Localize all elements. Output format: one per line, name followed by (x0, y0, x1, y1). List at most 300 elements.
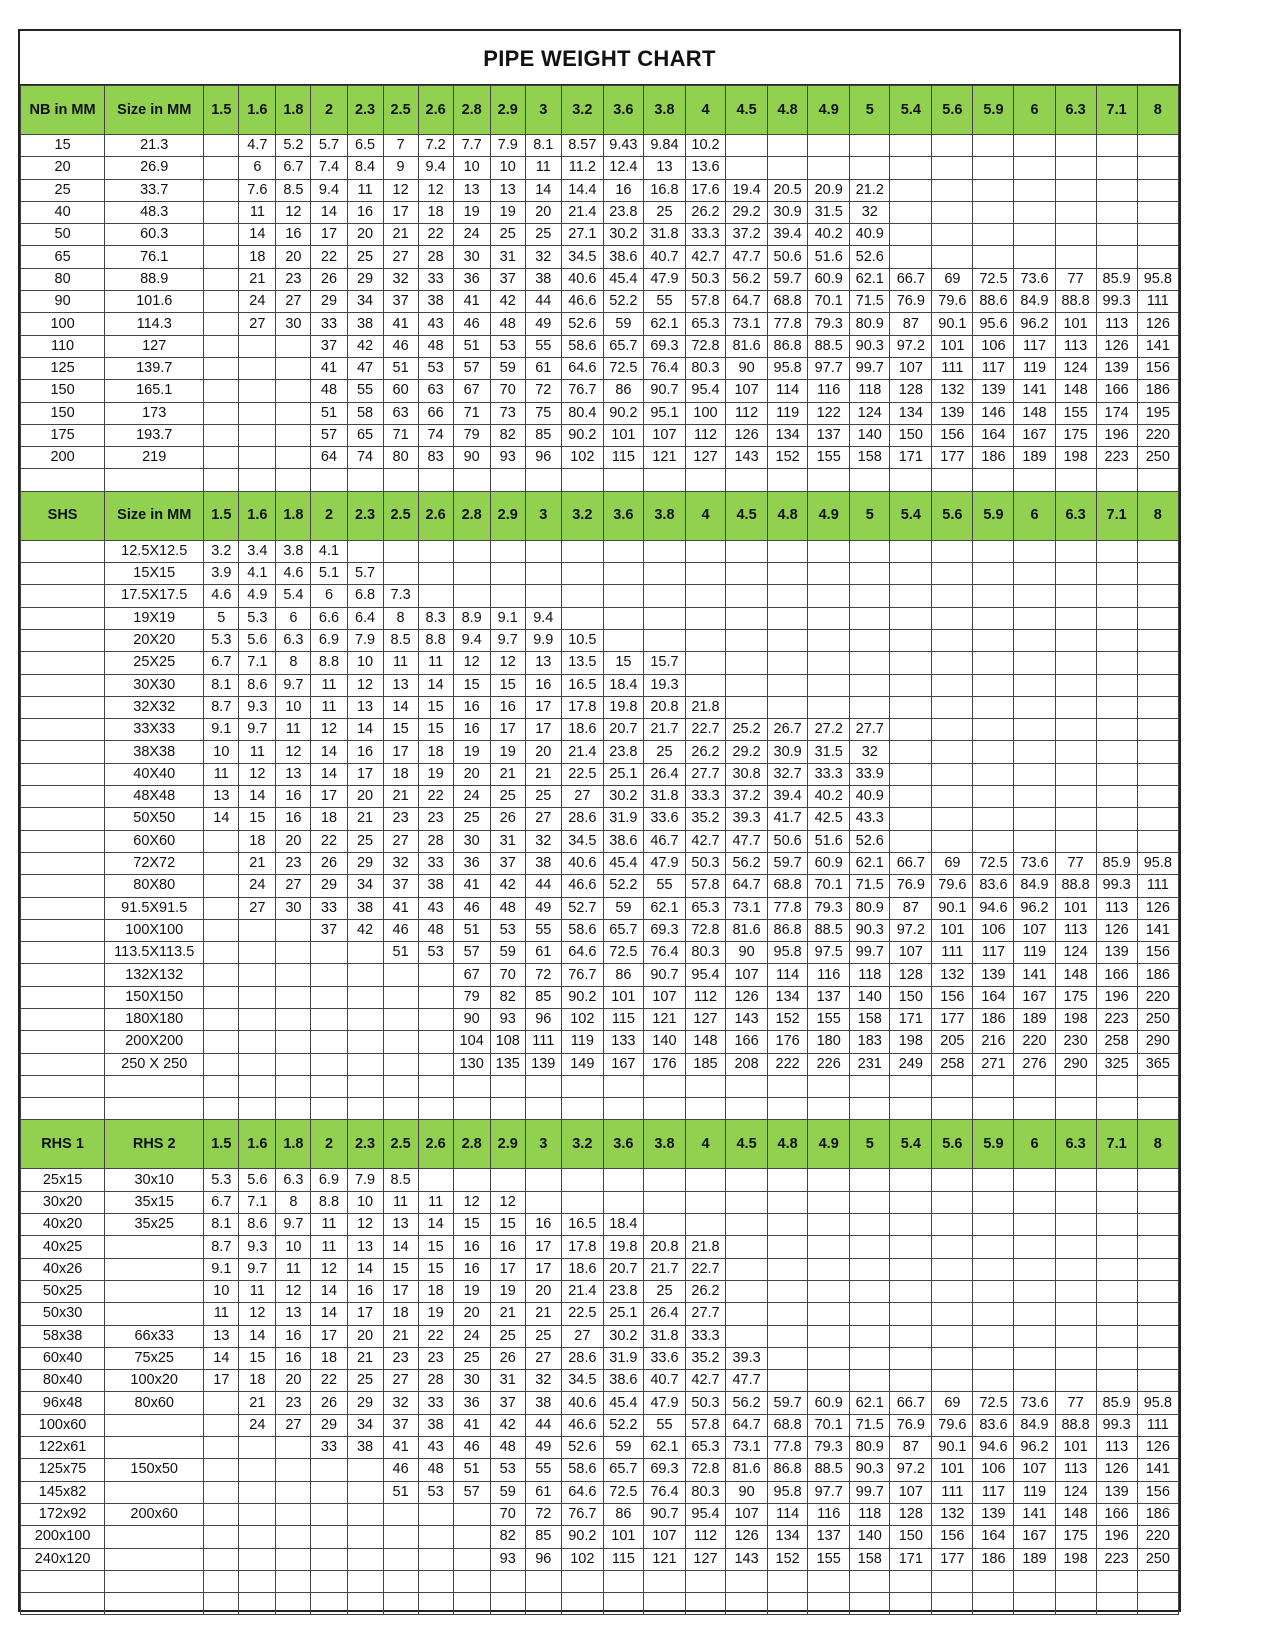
table-row (21, 629, 1179, 651)
weight-cell: 17.8 (561, 696, 603, 718)
thickness-header-cell: 4.9 (808, 491, 850, 540)
empty-cell (561, 1098, 603, 1120)
weight-cell (726, 1236, 768, 1258)
weight-cell: 198 (1055, 447, 1096, 469)
weight-cell: 164 (973, 424, 1014, 446)
weight-cell: 18 (418, 1280, 453, 1302)
weight-cell: 226 (808, 1053, 850, 1075)
weight-cell (808, 1258, 850, 1280)
size-cell: 219 (105, 447, 204, 469)
weight-cell: 365 (1137, 1053, 1178, 1075)
size-cell: 30X30 (105, 674, 204, 696)
size-cell (105, 1414, 204, 1436)
thickness-header-cell: 4.5 (726, 491, 768, 540)
size-cell: 101.6 (105, 291, 204, 313)
weight-cell: 65.7 (603, 335, 643, 357)
weight-cell: 50.3 (685, 1392, 725, 1414)
weight-cell: 48 (418, 919, 453, 941)
weight-cell: 16 (490, 1236, 525, 1258)
weight-cell: 8.8 (311, 652, 347, 674)
weight-cell: 25 (347, 830, 383, 852)
weight-cell: 42.5 (808, 808, 850, 830)
empty-cell (973, 1570, 1014, 1592)
weight-cell: 220 (1137, 1526, 1178, 1548)
weight-cell (204, 1008, 239, 1030)
weight-cell (1055, 1347, 1096, 1369)
weight-cell: 12 (347, 1214, 383, 1236)
weight-cell (204, 447, 239, 469)
weight-cell: 19 (418, 763, 453, 785)
size-cell: 132X132 (105, 964, 204, 986)
weight-cell: 14 (347, 1258, 383, 1280)
weight-cell: 8 (276, 652, 311, 674)
thickness-header-cell: 3 (525, 86, 561, 135)
weight-cell: 12 (490, 652, 525, 674)
empty-cell (1096, 1075, 1137, 1097)
weight-cell: 14 (347, 719, 383, 741)
weight-cell: 6 (276, 607, 311, 629)
empty-cell (561, 469, 603, 491)
weight-cell (973, 563, 1014, 585)
weight-cell: 69.3 (643, 919, 685, 941)
weight-cell: 24 (239, 1414, 276, 1436)
weight-cell: 38.6 (603, 830, 643, 852)
weight-cell: 46 (453, 313, 490, 335)
weight-cell: 44 (525, 291, 561, 313)
weight-cell: 124 (1055, 357, 1096, 379)
weight-cell: 134 (768, 424, 808, 446)
weight-cell: 72.5 (973, 852, 1014, 874)
empty-cell (276, 1570, 311, 1592)
table-row (21, 246, 1179, 268)
weight-cell: 77.8 (768, 897, 808, 919)
table-row (21, 1008, 1179, 1030)
weight-cell: 12 (418, 179, 453, 201)
weight-cell: 95.8 (768, 942, 808, 964)
weight-cell (850, 1370, 890, 1392)
empty-cell (768, 1098, 808, 1120)
empty-cell (1014, 469, 1055, 491)
weight-cell: 12 (239, 763, 276, 785)
weight-cell: 175 (1055, 986, 1096, 1008)
weight-cell (276, 1503, 311, 1525)
weight-cell: 8.8 (311, 1191, 347, 1213)
header-cell: SHS (21, 491, 105, 540)
weight-cell (204, 157, 239, 179)
weight-cell (890, 179, 932, 201)
empty-cell (1137, 1098, 1178, 1120)
weight-cell: 80 (383, 447, 418, 469)
size-cell: 72X72 (105, 852, 204, 874)
weight-cell: 22 (311, 1370, 347, 1392)
weight-cell: 87 (890, 1437, 932, 1459)
weight-cell: 14 (239, 224, 276, 246)
thickness-header-cell: 3.6 (603, 491, 643, 540)
weight-cell (561, 563, 603, 585)
weight-cell (808, 652, 850, 674)
empty-cell (850, 1098, 890, 1120)
weight-cell: 96 (525, 1548, 561, 1570)
empty-cell (850, 1593, 890, 1615)
weight-cell: 25 (453, 808, 490, 830)
weight-cell (1055, 540, 1096, 562)
size-cell: 122x61 (21, 1437, 105, 1459)
weight-cell: 3.8 (276, 540, 311, 562)
weight-cell: 14 (418, 674, 453, 696)
weight-cell: 25 (643, 201, 685, 223)
weight-cell: 20 (347, 224, 383, 246)
weight-cell: 27 (239, 897, 276, 919)
weight-cell (932, 763, 973, 785)
weight-cell: 93 (490, 1008, 525, 1030)
weight-cell: 86 (603, 1503, 643, 1525)
weight-cell: 107 (890, 942, 932, 964)
empty-cell (726, 1593, 768, 1615)
weight-cell (932, 830, 973, 852)
weight-cell: 66.7 (890, 852, 932, 874)
weight-cell: 58.6 (561, 919, 603, 941)
weight-cell (726, 540, 768, 562)
weight-cell: 22 (418, 1325, 453, 1347)
weight-cell: 50.6 (768, 830, 808, 852)
weight-cell (890, 719, 932, 741)
weight-cell (239, 1526, 276, 1548)
weight-cell: 79.6 (932, 1414, 973, 1436)
weight-cell: 36 (453, 852, 490, 874)
weight-cell (204, 830, 239, 852)
weight-cell (418, 1526, 453, 1548)
weight-cell: 87 (890, 313, 932, 335)
thickness-header-cell: 3.2 (561, 491, 603, 540)
weight-cell: 58.6 (561, 335, 603, 357)
empty-cell (808, 469, 850, 491)
weight-cell: 171 (890, 1548, 932, 1570)
weight-cell: 8.57 (561, 135, 603, 157)
weight-cell: 14 (204, 1347, 239, 1369)
empty-cell (204, 1593, 239, 1615)
weight-cell: 30 (453, 1370, 490, 1392)
weight-cell (973, 1347, 1014, 1369)
weight-cell: 102 (561, 447, 603, 469)
weight-cell: 83.6 (973, 1414, 1014, 1436)
weight-cell: 177 (932, 447, 973, 469)
weight-cell (726, 1280, 768, 1302)
weight-cell (768, 1347, 808, 1369)
weight-cell (808, 1214, 850, 1236)
weight-cell: 25.1 (603, 1303, 643, 1325)
weight-cell: 88.5 (808, 919, 850, 941)
weight-cell: 119 (768, 402, 808, 424)
size-cell (21, 786, 105, 808)
weight-cell: 88.5 (808, 335, 850, 357)
weight-cell: 141 (1137, 1459, 1178, 1481)
empty-cell (850, 1075, 890, 1097)
weight-cell: 12 (347, 674, 383, 696)
weight-cell (204, 852, 239, 874)
nb-header-row (21, 86, 1179, 135)
weight-cell: 49 (525, 897, 561, 919)
weight-cell: 12 (453, 652, 490, 674)
weight-cell (973, 830, 1014, 852)
size-cell: 173 (105, 402, 204, 424)
weight-cell: 80.9 (850, 313, 890, 335)
weight-cell: 104 (453, 1031, 490, 1053)
weight-cell (1137, 157, 1178, 179)
weight-cell: 73.6 (1014, 852, 1055, 874)
weight-cell (643, 607, 685, 629)
weight-cell: 132 (932, 964, 973, 986)
weight-cell: 117 (1014, 335, 1055, 357)
weight-cell: 14 (311, 1280, 347, 1302)
size-cell (105, 1280, 204, 1302)
weight-cell: 8.5 (276, 179, 311, 201)
weight-cell: 189 (1014, 447, 1055, 469)
weight-cell: 24 (453, 786, 490, 808)
table-row (21, 313, 1179, 335)
weight-cell (418, 1169, 453, 1191)
weight-cell: 40.7 (643, 246, 685, 268)
weight-cell: 41 (453, 875, 490, 897)
weight-cell: 21 (490, 763, 525, 785)
weight-cell: 13 (643, 157, 685, 179)
weight-cell: 27 (276, 875, 311, 897)
weight-cell: 128 (890, 380, 932, 402)
weight-cell: 195 (1137, 402, 1178, 424)
weight-cell (973, 1214, 1014, 1236)
weight-cell: 6.3 (276, 629, 311, 651)
weight-cell: 73.6 (1014, 268, 1055, 290)
size-cell (105, 1548, 204, 1570)
weight-cell: 141 (1014, 964, 1055, 986)
weight-cell: 27 (383, 1370, 418, 1392)
weight-cell: 28 (418, 1370, 453, 1392)
table-row (21, 1526, 1179, 1548)
weight-cell: 57.8 (685, 291, 725, 313)
weight-cell: 5.6 (239, 1169, 276, 1191)
weight-cell: 8 (383, 607, 418, 629)
weight-cell: 45.4 (603, 852, 643, 874)
size-cell (21, 696, 105, 718)
empty-cell (418, 1098, 453, 1120)
empty-cell (204, 1075, 239, 1097)
size-cell: 17.5X17.5 (105, 585, 204, 607)
weight-cell: 152 (768, 1008, 808, 1030)
thickness-header-cell: 5.6 (932, 1120, 973, 1169)
weight-cell: 116 (808, 964, 850, 986)
weight-cell (685, 674, 725, 696)
size-cell: 25x15 (21, 1169, 105, 1191)
empty-cell (890, 1593, 932, 1615)
table-row (21, 1414, 1179, 1436)
weight-cell: 26 (311, 268, 347, 290)
weight-cell: 276 (1014, 1053, 1055, 1075)
pipe-weight-chart-sheet (18, 29, 1181, 1612)
weight-cell: 17 (525, 719, 561, 741)
weight-cell: 25 (347, 1370, 383, 1392)
weight-cell (768, 135, 808, 157)
empty-cell (808, 1098, 850, 1120)
weight-cell: 13 (204, 1325, 239, 1347)
weight-cell (383, 563, 418, 585)
weight-cell: 17 (383, 201, 418, 223)
weight-cell: 258 (1096, 1031, 1137, 1053)
weight-cell (1055, 1236, 1096, 1258)
size-cell: 200X200 (105, 1031, 204, 1053)
weight-cell: 8.5 (383, 1169, 418, 1191)
empty-cell (453, 1593, 490, 1615)
size-cell (21, 563, 105, 585)
size-cell: 76.1 (105, 246, 204, 268)
weight-cell: 7.2 (418, 135, 453, 157)
size-cell (21, 897, 105, 919)
weight-cell: 11 (418, 652, 453, 674)
weight-cell: 141 (1137, 335, 1178, 357)
weight-cell: 6 (311, 585, 347, 607)
weight-cell: 18 (418, 201, 453, 223)
weight-cell: 71.5 (850, 291, 890, 313)
weight-cell: 21 (239, 852, 276, 874)
thickness-header-cell: 4.5 (726, 1120, 768, 1169)
empty-cell (768, 469, 808, 491)
thickness-header-cell: 6 (1014, 491, 1055, 540)
weight-cell: 17.8 (561, 1236, 603, 1258)
weight-cell: 113 (1055, 919, 1096, 941)
weight-cell: 18 (239, 830, 276, 852)
size-cell: 100x60 (21, 1414, 105, 1436)
weight-cell: 46 (453, 897, 490, 919)
size-cell: 58x38 (21, 1325, 105, 1347)
weight-cell: 12 (276, 201, 311, 223)
weight-cell: 50.6 (768, 246, 808, 268)
weight-cell (311, 942, 347, 964)
weight-cell: 31 (490, 830, 525, 852)
weight-cell: 4.1 (239, 563, 276, 585)
weight-cell: 29.2 (726, 201, 768, 223)
size-cell (21, 741, 105, 763)
weight-cell: 25 (643, 741, 685, 763)
weight-cell (1137, 246, 1178, 268)
weight-cell (383, 964, 418, 986)
weight-cell: 53 (490, 919, 525, 941)
size-cell: 200x60 (105, 1503, 204, 1525)
empty-cell (561, 1593, 603, 1615)
size-cell: 175 (21, 424, 105, 446)
weight-cell (890, 1303, 932, 1325)
weight-cell: 79 (453, 424, 490, 446)
weight-cell (1096, 741, 1137, 763)
weight-cell: 90 (453, 447, 490, 469)
weight-cell: 46.6 (561, 1414, 603, 1436)
weight-cell (973, 1280, 1014, 1302)
empty-cell (204, 1098, 239, 1120)
weight-cell (1014, 786, 1055, 808)
weight-cell (311, 1481, 347, 1503)
weight-cell: 30 (276, 897, 311, 919)
weight-cell: 51.6 (808, 246, 850, 268)
weight-cell: 37 (311, 335, 347, 357)
empty-cell (1014, 1570, 1055, 1592)
weight-cell: 31.8 (643, 224, 685, 246)
weight-cell: 37 (490, 268, 525, 290)
weight-cell: 13 (347, 696, 383, 718)
weight-cell (1137, 719, 1178, 741)
weight-cell: 128 (890, 1503, 932, 1525)
weight-cell: 85 (525, 1526, 561, 1548)
weight-cell: 3.4 (239, 540, 276, 562)
weight-cell (1014, 1280, 1055, 1302)
weight-cell: 84.9 (1014, 291, 1055, 313)
spacer-row (21, 1075, 1179, 1097)
size-cell: 139.7 (105, 357, 204, 379)
weight-cell (1096, 157, 1137, 179)
weight-cell (239, 335, 276, 357)
weight-cell: 38 (347, 313, 383, 335)
size-cell: 100X100 (105, 919, 204, 941)
weight-cell: 88.8 (1055, 875, 1096, 897)
empty-cell (603, 1570, 643, 1592)
weight-cell (685, 1191, 725, 1213)
weight-cell: 156 (932, 424, 973, 446)
weight-cell: 118 (850, 380, 890, 402)
weight-cell (726, 1303, 768, 1325)
weight-cell: 70 (490, 380, 525, 402)
weight-cell (1055, 246, 1096, 268)
weight-cell: 37 (383, 875, 418, 897)
weight-cell: 90.3 (850, 1459, 890, 1481)
thickness-header-cell: 3.8 (643, 491, 685, 540)
weight-cell: 3.2 (204, 540, 239, 562)
weight-cell (768, 629, 808, 651)
weight-cell: 22.5 (561, 763, 603, 785)
weight-cell: 42.7 (685, 1370, 725, 1392)
weight-cell: 27 (276, 1414, 311, 1436)
weight-cell: 11 (311, 696, 347, 718)
weight-cell: 17 (383, 741, 418, 763)
weight-cell (1137, 1214, 1178, 1236)
weight-cell (1014, 540, 1055, 562)
weight-cell (890, 540, 932, 562)
weight-cell (808, 1169, 850, 1191)
weight-cell: 205 (932, 1031, 973, 1053)
weight-cell (726, 652, 768, 674)
weight-cell: 29.2 (726, 741, 768, 763)
weight-cell: 107 (1014, 1459, 1055, 1481)
weight-cell: 20 (276, 830, 311, 852)
weight-cell (890, 786, 932, 808)
weight-cell: 7.3 (383, 585, 418, 607)
weight-cell (932, 1303, 973, 1325)
size-cell: 150x50 (105, 1459, 204, 1481)
thickness-header-cell: 5 (850, 86, 890, 135)
weight-cell: 33.3 (685, 786, 725, 808)
weight-cell: 8.4 (347, 157, 383, 179)
weight-cell: 97.7 (808, 1481, 850, 1503)
weight-cell: 121 (643, 447, 685, 469)
weight-cell: 15 (239, 1347, 276, 1369)
weight-cell: 76.7 (561, 1503, 603, 1525)
weight-cell: 156 (932, 986, 973, 1008)
weight-cell: 9.7 (490, 629, 525, 651)
weight-cell (1014, 607, 1055, 629)
weight-cell: 12 (311, 719, 347, 741)
weight-cell (932, 1370, 973, 1392)
weight-cell: 84.9 (1014, 875, 1055, 897)
weight-cell: 42.7 (685, 830, 725, 852)
weight-cell (1096, 1236, 1137, 1258)
table-row (21, 964, 1179, 986)
weight-cell (383, 1548, 418, 1570)
weight-cell: 63 (383, 402, 418, 424)
